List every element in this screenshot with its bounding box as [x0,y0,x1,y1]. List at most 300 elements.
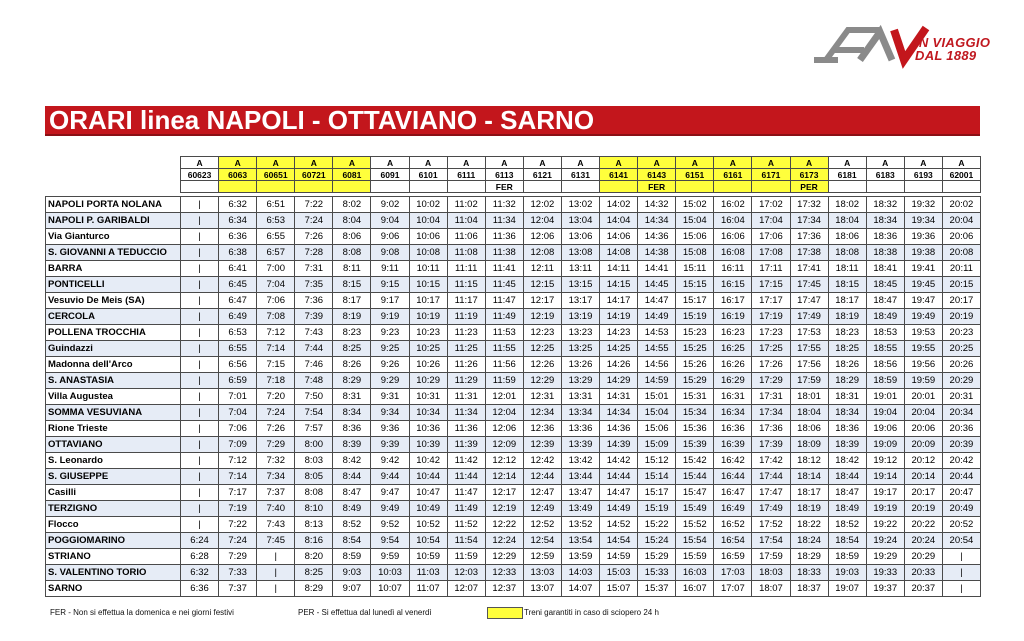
time-cell: 15:06 [638,421,676,437]
time-cell: 17:02 [752,197,790,213]
time-cell: 11:06 [447,229,485,245]
header-type-row-cell: A [942,157,980,169]
time-cell: 12:25 [523,341,561,357]
table-row [46,549,981,565]
table-row [46,517,981,533]
time-cell: 20:15 [942,277,980,293]
time-cell: 15:52 [676,517,714,533]
header-train-row-cell: 6151 [676,169,714,181]
time-cell: 9:23 [371,325,409,341]
time-cell: 11:04 [447,213,485,229]
time-cell: 12:06 [523,229,561,245]
station-name: SARNO [46,581,181,597]
time-cell: 6:34 [219,213,257,229]
time-cell: 9:25 [371,341,409,357]
time-cell: 9:47 [371,485,409,501]
time-cell: 7:50 [295,389,333,405]
time-cell: 12:17 [485,485,523,501]
time-cell: 9:29 [371,373,409,389]
station-name: CERCOLA [46,309,181,325]
time-cell: | [181,357,219,373]
time-cell: 11:41 [485,261,523,277]
legend-swatch [487,607,523,619]
time-cell: 15:23 [676,325,714,341]
time-cell: 18:17 [828,293,866,309]
time-cell: 9:44 [371,469,409,485]
time-cell: 10:29 [409,373,447,389]
time-cell: 20:01 [904,389,942,405]
time-cell: 20:14 [904,469,942,485]
station-name: S. GIOVANNI A TEDUCCIO [46,245,181,261]
timetable [45,156,981,597]
time-cell: 17:19 [752,309,790,325]
time-cell: 18:03 [752,565,790,581]
time-cell: 12:19 [485,501,523,517]
time-cell: 17:45 [790,277,828,293]
time-cell: 16:15 [714,277,752,293]
time-cell: 18:33 [790,565,828,581]
time-cell: 13:52 [561,517,599,533]
time-cell: 17:11 [752,261,790,277]
time-cell: 13:06 [561,229,599,245]
header-train-row-cell: 6181 [828,169,866,181]
time-cell: 18:53 [866,325,904,341]
time-cell: | [181,517,219,533]
time-cell: 19:09 [866,437,904,453]
time-cell: 20:52 [942,517,980,533]
time-cell: 12:23 [523,325,561,341]
table-row [46,469,981,485]
time-cell: 7:24 [257,405,295,421]
time-cell: 7:09 [219,437,257,453]
header-train-row-cell: 6193 [904,169,942,181]
time-cell: 7:22 [295,197,333,213]
time-cell: 10:03 [371,565,409,581]
time-cell: 11:32 [485,197,523,213]
time-cell: 20:23 [942,325,980,341]
time-cell: 7:29 [219,549,257,565]
logo-tagline [915,36,990,62]
time-cell: 13:03 [523,565,561,581]
time-cell: 19:29 [866,549,904,565]
time-cell: 11:02 [447,197,485,213]
time-cell: 13:23 [561,325,599,341]
time-cell: 15:22 [638,517,676,533]
time-cell: 11:25 [447,341,485,357]
station-name: PONTICELLI [46,277,181,293]
time-cell: 19:32 [904,197,942,213]
time-cell: 14:26 [600,357,638,373]
time-cell: 18:26 [828,357,866,373]
time-cell: 17:47 [790,293,828,309]
time-cell: 20:08 [942,245,980,261]
time-cell: 6:41 [219,261,257,277]
time-cell: 15:54 [676,533,714,549]
time-cell: 11:55 [485,341,523,357]
time-cell: 20:04 [904,405,942,421]
time-cell: 12:06 [485,421,523,437]
time-cell: 19:07 [828,581,866,597]
time-cell: 17:53 [790,325,828,341]
time-cell: | [181,421,219,437]
time-cell: 14:34 [638,213,676,229]
time-cell: 11:54 [447,533,485,549]
time-cell: 12:17 [523,293,561,309]
station-name: NAPOLI P. GARIBALDI [46,213,181,229]
header-note-row-cell [828,181,866,193]
time-cell: 15:37 [638,581,676,597]
time-cell: 14:38 [638,245,676,261]
header-note-row-cell [295,181,333,193]
time-cell: 18:56 [866,357,904,373]
time-cell: 15:04 [676,213,714,229]
header-type-row [46,157,981,169]
table-row [46,421,981,437]
time-cell: 11:47 [485,293,523,309]
station-name: Via Gianturco [46,229,181,245]
time-cell: 12:12 [485,453,523,469]
time-cell: 11:31 [447,389,485,405]
header-type-row-cell: A [295,157,333,169]
time-cell: 8:36 [333,421,371,437]
time-cell: 7:34 [257,469,295,485]
time-cell: 13:29 [561,373,599,389]
time-cell: 20:31 [942,389,980,405]
header-type-row-cell: A [790,157,828,169]
time-cell: 16:31 [714,389,752,405]
time-cell: 20:47 [942,485,980,501]
time-cell: 10:06 [409,229,447,245]
header-train-row-cell: 6101 [409,169,447,181]
time-cell: 8:17 [333,293,371,309]
time-cell: 20:39 [942,437,980,453]
time-cell: 11:49 [447,501,485,517]
time-cell: 11:44 [447,469,485,485]
time-cell: 9:26 [371,357,409,373]
time-cell: | [181,437,219,453]
time-cell: 8:25 [295,565,333,581]
header-note-row-cell [409,181,447,193]
time-cell: 16:23 [714,325,752,341]
time-cell: 16:59 [714,549,752,565]
time-cell: 11:08 [447,245,485,261]
time-cell: 20:04 [942,213,980,229]
time-cell: 19:56 [904,357,942,373]
time-cell: 16:19 [714,309,752,325]
time-cell: 11:07 [409,581,447,597]
header-train-row-cell: 6161 [714,169,752,181]
time-cell: 11:19 [447,309,485,325]
time-cell: | [181,469,219,485]
time-cell: 18:29 [828,373,866,389]
header-type-row-cell: A [866,157,904,169]
time-cell: 13:49 [561,501,599,517]
time-cell: 10:23 [409,325,447,341]
time-cell: 7:19 [219,501,257,517]
time-cell: 13:25 [561,341,599,357]
time-cell: 12:59 [523,549,561,565]
time-cell: 20:25 [942,341,980,357]
time-cell: 8:19 [333,309,371,325]
header-train-row-cell: 6121 [523,169,561,181]
time-cell: 15:29 [676,373,714,389]
time-cell: 12:22 [485,517,523,533]
table-row [46,581,981,597]
table-row [46,229,981,245]
time-cell: 13:47 [561,485,599,501]
time-cell: 8:15 [333,277,371,293]
time-cell: 15:02 [676,197,714,213]
time-cell: 11:15 [447,277,485,293]
header-train-row-cell: 6111 [447,169,485,181]
time-cell: 8:08 [333,245,371,261]
time-cell: 6:55 [257,229,295,245]
time-cell: 9:08 [371,245,409,261]
time-cell: 17:38 [790,245,828,261]
time-cell: 18:36 [828,421,866,437]
station-name: NAPOLI PORTA NOLANA [46,197,181,213]
time-cell: 17:55 [790,341,828,357]
time-cell: 6:55 [219,341,257,357]
time-cell: 15:49 [676,501,714,517]
time-cell: 19:04 [866,405,904,421]
time-cell: 7:18 [257,373,295,389]
time-cell: | [181,373,219,389]
time-cell: 14:36 [638,229,676,245]
time-cell: 8:49 [333,501,371,517]
time-cell: 9:52 [371,517,409,533]
time-cell: 20:34 [942,405,980,421]
time-cell: 8:11 [333,261,371,277]
time-cell: 6:28 [181,549,219,565]
time-cell: 19:41 [904,261,942,277]
time-cell: 7:54 [295,405,333,421]
time-cell: 18:19 [828,309,866,325]
station-name: Madonna dell'Arco [46,357,181,373]
time-cell: 11:26 [447,357,485,373]
time-cell: 14:23 [600,325,638,341]
time-cell: 18:39 [828,437,866,453]
time-cell: 8:25 [333,341,371,357]
time-cell: 15:06 [676,229,714,245]
header-note-row-cell [752,181,790,193]
time-cell: 10:26 [409,357,447,373]
time-cell: | [181,485,219,501]
time-cell: 18:59 [866,373,904,389]
time-cell: 7:36 [295,293,333,309]
time-cell: 8:03 [295,453,333,469]
time-cell: 7:08 [257,309,295,325]
header-train-row-cell: 62001 [942,169,980,181]
time-cell: 12:36 [523,421,561,437]
time-cell: 19:34 [904,213,942,229]
time-cell: 19:24 [866,533,904,549]
station-name: STRIANO [46,549,181,565]
time-cell: 18:59 [828,549,866,565]
time-cell: | [181,277,219,293]
time-cell: 17:15 [752,277,790,293]
time-cell: 9:39 [371,437,409,453]
time-cell: 14:52 [600,517,638,533]
time-cell: 18:49 [866,309,904,325]
time-cell: 12:24 [485,533,523,549]
time-cell: 19:22 [866,517,904,533]
time-cell: 10:39 [409,437,447,453]
time-cell: 7:24 [295,213,333,229]
header-type-row-cell: A [523,157,561,169]
time-cell: 17:52 [752,517,790,533]
time-cell: 14:29 [600,373,638,389]
time-cell: 13:36 [561,421,599,437]
header-train-row-cell: 6183 [866,169,904,181]
time-cell: 14:06 [600,229,638,245]
time-cell: 11:34 [447,405,485,421]
time-cell: 9:15 [371,277,409,293]
time-cell: 20:09 [904,437,942,453]
station-name: S. GIUSEPPE [46,469,181,485]
time-cell: 20:49 [942,501,980,517]
time-cell: 11:29 [447,373,485,389]
header-note-row-cell [181,181,219,193]
time-cell: 18:37 [790,581,828,597]
time-cell: 13:54 [561,533,599,549]
time-cell: 19:33 [866,565,904,581]
time-cell: 7:14 [257,341,295,357]
time-cell: | [181,325,219,341]
time-cell: 20:19 [904,501,942,517]
time-cell: 9:54 [371,533,409,549]
legend-fer: FER - Non si effettua la domenica e nei giorni festivi [50,608,234,617]
time-cell: 7:26 [295,229,333,245]
time-cell: | [181,197,219,213]
time-cell: 17:56 [790,357,828,373]
time-cell: 13:34 [561,405,599,421]
time-cell: 12:09 [485,437,523,453]
time-cell: 10:02 [409,197,447,213]
time-cell: 6:36 [181,581,219,597]
time-cell: 14:59 [600,549,638,565]
time-cell: 18:01 [790,389,828,405]
time-cell: 19:12 [866,453,904,469]
header-type-row-cell: A [409,157,447,169]
time-cell: | [181,389,219,405]
header-type-row-cell: A [371,157,409,169]
time-cell: 18:14 [790,469,828,485]
header-note-row-cell [523,181,561,193]
time-cell: 14:47 [638,293,676,309]
time-cell: 18:19 [790,501,828,517]
time-cell: 7:31 [295,261,333,277]
time-cell: 10:34 [409,405,447,421]
time-cell: 8:16 [295,533,333,549]
time-cell: 11:36 [447,421,485,437]
time-cell: 6:38 [219,245,257,261]
time-cell: 14:41 [638,261,676,277]
time-cell: 18:29 [790,549,828,565]
time-cell: 11:49 [485,309,523,325]
time-cell: | [942,549,980,565]
time-cell: 13:44 [561,469,599,485]
time-cell: 19:14 [866,469,904,485]
time-cell: 16:04 [714,213,752,229]
time-cell: 14:55 [638,341,676,357]
time-cell: 14:36 [600,421,638,437]
time-cell: 6:51 [257,197,295,213]
time-cell: 7:32 [257,453,295,469]
time-cell: 7:48 [295,373,333,389]
time-cell: 20:37 [904,581,942,597]
time-cell: 17:49 [752,501,790,517]
time-cell: 12:02 [523,197,561,213]
time-cell: 15:15 [676,277,714,293]
time-cell: 16:42 [714,453,752,469]
time-cell: 17:07 [714,581,752,597]
station-name: TERZIGNO [46,501,181,517]
time-cell: 12:04 [523,213,561,229]
time-cell: 13:19 [561,309,599,325]
header-train-row-cell: 6091 [371,169,409,181]
time-cell: 10:52 [409,517,447,533]
time-cell: 18:34 [828,405,866,421]
time-cell: 16:29 [714,373,752,389]
time-cell: 14:15 [600,277,638,293]
time-cell: 20:24 [904,533,942,549]
time-cell: 20:06 [942,229,980,245]
time-cell: 10:11 [409,261,447,277]
time-cell: 18:54 [828,533,866,549]
header-note-row-cell [904,181,942,193]
time-cell: 9:49 [371,501,409,517]
time-cell: | [181,261,219,277]
time-cell: 14:39 [600,437,638,453]
time-cell: 14:53 [638,325,676,341]
time-cell: 6:45 [219,277,257,293]
time-cell: 8:59 [333,549,371,565]
time-cell: 17:54 [752,533,790,549]
time-cell: 17:32 [790,197,828,213]
table-row [46,213,981,229]
time-cell: 7:35 [295,277,333,293]
header-blank [46,157,181,169]
time-cell: 6:57 [257,245,295,261]
logo-line-2: DAL 1889 [915,48,977,63]
table-row [46,389,981,405]
time-cell: 13:17 [561,293,599,309]
time-cell: 17:47 [752,485,790,501]
table-row [46,437,981,453]
time-cell: 6:32 [181,565,219,581]
time-cell: 12:29 [523,373,561,389]
time-cell: 20:19 [942,309,980,325]
time-cell: 11:45 [485,277,523,293]
time-cell: 7:29 [257,437,295,453]
time-cell: 19:17 [866,485,904,501]
time-cell: 14:49 [600,501,638,517]
time-cell: 8:05 [295,469,333,485]
time-cell: 12:11 [523,261,561,277]
time-cell: 17:39 [752,437,790,453]
header-train-row [46,169,981,181]
time-cell: 6:24 [181,533,219,549]
time-cell: 11:23 [447,325,485,341]
time-cell: 17:36 [752,421,790,437]
time-cell: 17:04 [752,213,790,229]
time-cell: 13:31 [561,389,599,405]
time-cell: 8:26 [333,357,371,373]
time-cell: 14:03 [561,565,599,581]
time-cell: 10:44 [409,469,447,485]
time-cell: 15:39 [676,437,714,453]
